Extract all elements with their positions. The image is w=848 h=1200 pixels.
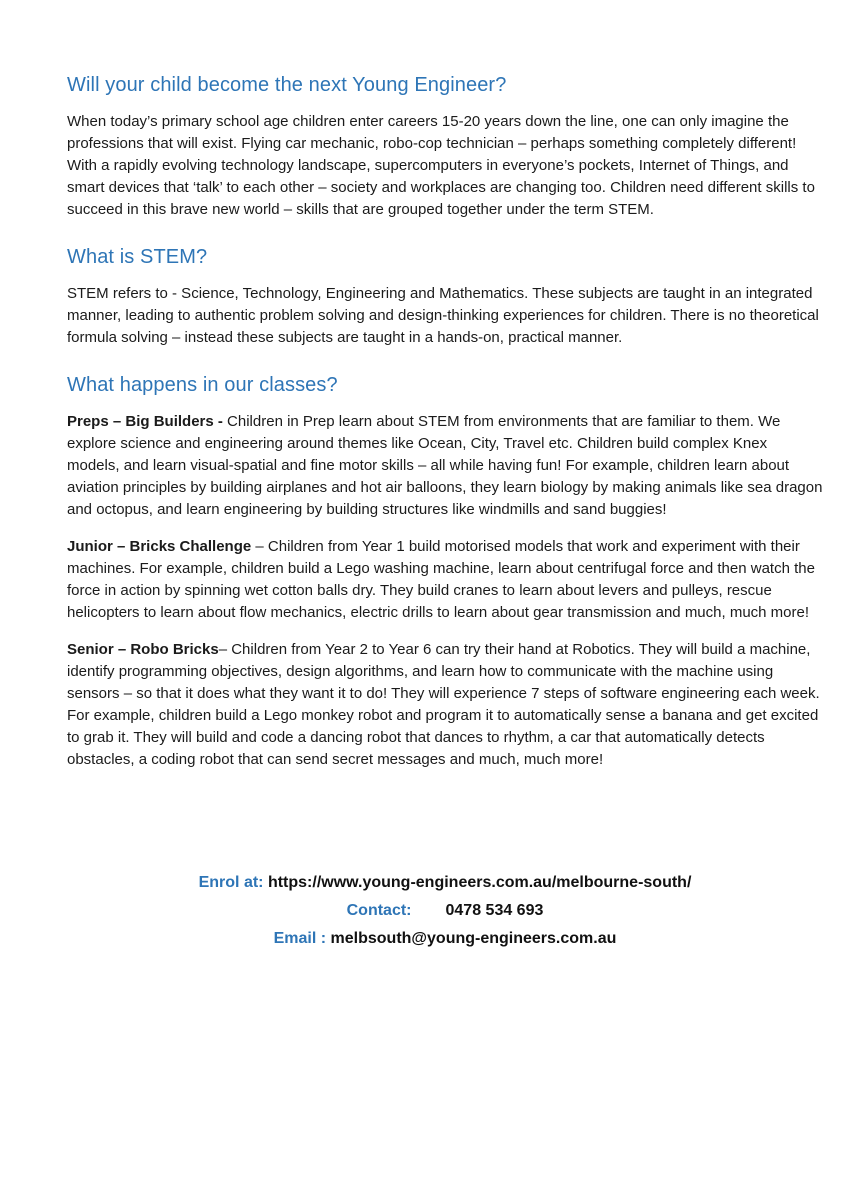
junior-lead: Junior – Bricks Challenge xyxy=(67,538,252,555)
contact-label: Contact: xyxy=(346,902,412,919)
enrol-label: Enrol at: xyxy=(198,874,264,891)
enrol-line xyxy=(67,869,823,897)
senior-text: – Children from Year 2 to Year 6 can try their hand at Robotics. They will build a machine, identify programming objectives, design algorithms, and learn how to communicate with the machine using sensors – so that it does what they want it to do! They will experience 7 steps of software engineering each week. For example, children build a Lego monkey robot and program it to automatically sense a banana and get excited to grab it. They will build and code a dancing robot that dances to rhythm, a car that automatically detects obstacles, a coding robot that can send secret messages and much, much more! xyxy=(67,641,820,768)
phone-line xyxy=(67,897,823,925)
paragraph-stem: STEM refers to - Science, Technology, Engineering and Mathematics. These subjects are taught in an integrated manner, leading to authentic problem solving and design-thinking experiences for children. There is no theoretical formula solving – instead these subjects are taught in a hands-on, practical manner. xyxy=(67,285,819,346)
heading-classes: What happens in our classes? xyxy=(67,374,338,396)
paragraph-junior xyxy=(67,536,823,624)
paragraph-senior xyxy=(67,639,823,771)
phone-number: 0478 534 693 xyxy=(445,902,544,919)
enrol-url: https://www.young-engineers.com.au/melbourne-south/ xyxy=(267,874,692,891)
email-line xyxy=(67,925,823,953)
preps-lead: Preps – Big Builders - xyxy=(67,413,228,430)
paragraph-preps xyxy=(67,411,823,521)
heading-young-engineer: Will your child become the next Young Engineer? xyxy=(67,74,507,96)
heading-what-is-stem: What is STEM? xyxy=(67,246,208,268)
contact-block xyxy=(67,869,823,953)
email-label: Email : xyxy=(273,930,327,947)
email-address: melbsouth@young-engineers.com.au xyxy=(330,930,617,947)
paragraph-intro: When today’s primary school age children enter careers 15-20 years down the line, one can only imagine the professions that will exist. Flying car mechanic, robo-cop technician – perhaps something completely different! With a rapidly evolving technology landscape, supercomputers in everyone’s pockets, Internet of Things, and smart devices that ‘talk’ to each other – society and workplaces are changing too. Children need different skills to succeed in this brave new world – skills that are grouped together under the term STEM. xyxy=(67,113,815,218)
junior-text: – Children from Year 1 build motorised models that work and experiment with their machines. For example, children build a Lego washing machine, learn about centrifugal force and then watch the force in action by spinning wet cotton balls dry. They build cranes to learn about levers and pulleys, rescue helicopters to learn about flow mechanics, electric drills to learn about gear transmission and much, much more! xyxy=(67,538,815,621)
senior-lead: Senior – Robo Bricks xyxy=(67,641,219,658)
preps-text: Children in Prep learn about STEM from environments that are familiar to them. We explore science and engineering around themes like Ocean, City, Travel etc. Children build complex Knex models, and learn visual-spatial and fine motor skills – all while having fun! For example, children learn about aviation principles by building airplanes and hot air balloons, they learn biology by making animals like sea dragon and octopus, and learn engineering by building structures like windmills and sand buggies! xyxy=(67,413,823,518)
